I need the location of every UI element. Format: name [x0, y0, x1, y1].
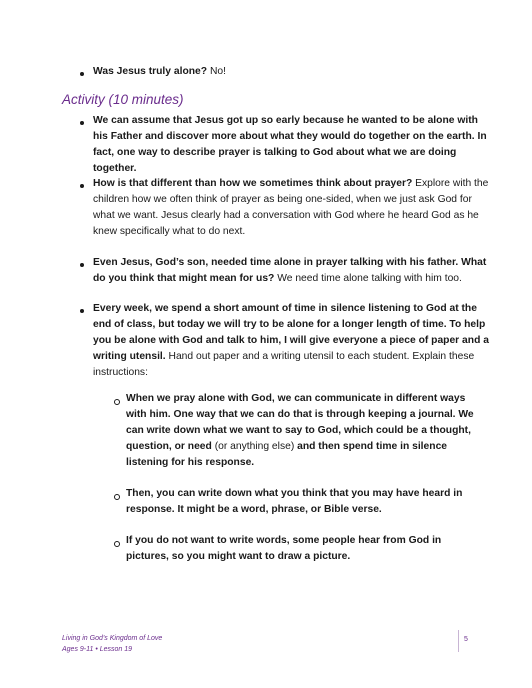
bullet-icon — [80, 121, 84, 125]
section-heading: Activity (10 minutes) — [62, 92, 184, 107]
sub-bullet-text: When we pray alone with God, we can communicate in different ways with him. One way that we can do that is through keeping a journal. We can write down what we want to say to God, which could be a thought, question, or need (or anything else) and then spend time in silence listening for his response. — [126, 393, 474, 468]
bullet-text: How is that different than how we sometimes think about prayer? Explore with the children how we often think of prayer as being one-sided, when we just ask God for what we want. Jesus clearly had a conversation with God where he heard God as he knew specifically what to do next. — [93, 178, 489, 237]
bullet-icon — [80, 309, 84, 313]
footer-line1: Living in God’s Kingdom of Love — [62, 635, 163, 642]
bullet-icon — [80, 184, 84, 188]
bullet-text: Was Jesus truly alone? No! — [93, 66, 226, 77]
bullet-text: Every week, we spend a short amount of time in silence listening to God at the end of class, but today we will try to be alone for a longer length of time. To help you be alone with God and talk to him, I will give everyone a piece of paper and a writing utensil. Hand out paper and a writing utensil to each student. Explain these instructions: — [93, 303, 489, 378]
bullet-icon — [80, 72, 84, 76]
sub-bullet-icon — [114, 399, 120, 405]
bullet-text: We can assume that Jesus got up so early because he wanted to be alone with his Father and discover more about what they would do together on the earth. In fact, one way to describe prayer is talking to God about what we are doing together. — [93, 115, 487, 174]
sub-bullet-icon — [114, 541, 120, 547]
footer-title — [62, 633, 162, 655]
sub-bullet-text: Then, you can write down what you think that you may have heard in response. It might be a word, phrase, or Bible verse. — [126, 488, 463, 515]
page-number: 5 — [464, 636, 468, 643]
bullet-icon — [80, 263, 84, 267]
footer-line2: Ages 9-11 • Lesson 19 — [62, 646, 133, 653]
sub-bullet-text: If you do not want to write words, some people hear from God in pictures, so you might want to draw a picture. — [126, 535, 442, 562]
bullet-text: Even Jesus, God’s son, needed time alone in prayer talking with his father. What do you think that might mean for us? We need time alone talking with him too. — [93, 257, 487, 284]
footer-divider — [458, 630, 459, 652]
sub-bullet-icon — [114, 494, 120, 500]
